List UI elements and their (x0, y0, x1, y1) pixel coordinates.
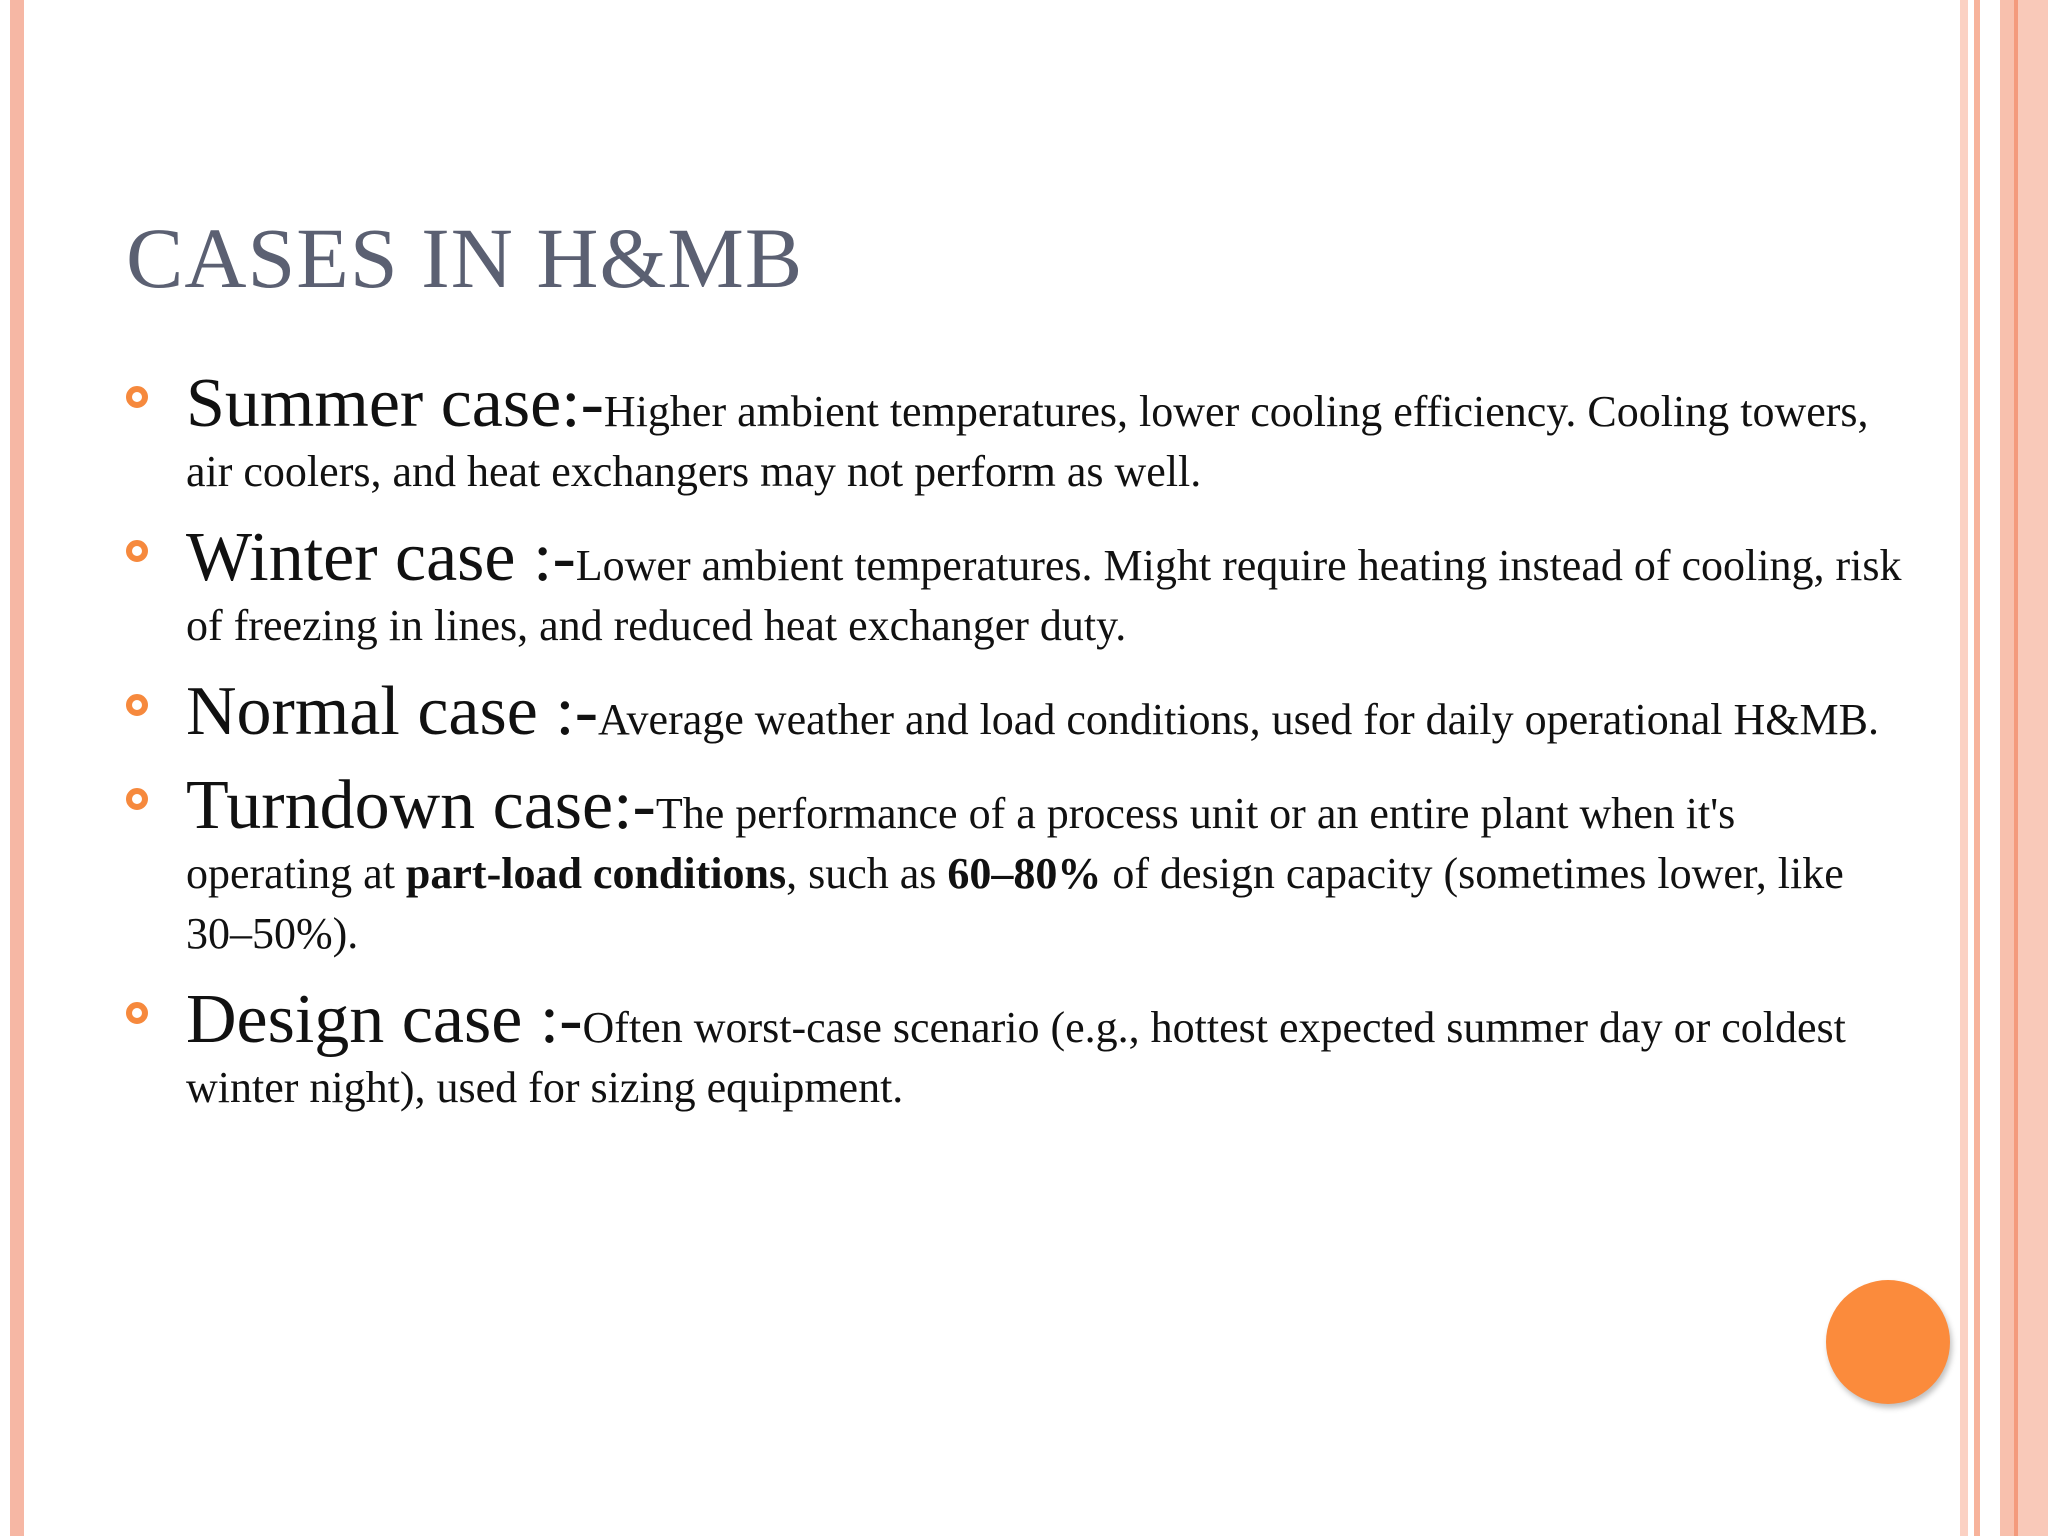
right-border-decoration (1960, 0, 2048, 1536)
left-border-decoration (10, 0, 24, 1536)
bullet-term: Summer case:- (186, 365, 604, 442)
bullet-text: Lower ambient temperatures. Might require heating instead of cooling, risk of freezing in lines, and reduced heat exchanger duty. (186, 541, 1902, 650)
circle-bullet-icon (126, 788, 148, 810)
bullet-text-bold: 60–80% (947, 849, 1102, 898)
circle-bullet-icon (126, 1002, 148, 1024)
bullet-text: Higher ambient temperatures, lower cooling efficiency. Cooling towers, air coolers, and heat exchangers may not perform as well. (186, 387, 1869, 496)
bullet-term: Winter case :- (186, 519, 576, 596)
bullet-term: Design case :- (186, 981, 583, 1058)
bullet-term: Turndown case:- (186, 767, 656, 844)
circle-bullet-icon (126, 694, 148, 716)
bullet-turndown-case (126, 767, 1906, 964)
bullet-winter-case (126, 519, 1906, 656)
bullet-text-bold: part-load conditions (405, 849, 787, 898)
bullet-text: Average weather and load conditions, used for daily operational H&MB. (598, 695, 1879, 744)
bullet-text-part: , such as (786, 849, 948, 898)
slide-title: CASES IN H&MB (126, 210, 804, 306)
bullet-text-part: The performance of a process unit or an entire plant when it's operating at (186, 789, 1736, 898)
circle-bullet-icon (126, 540, 148, 562)
bullet-summer-case (126, 365, 1906, 502)
bullet-list (126, 365, 1906, 1138)
bullet-normal-case (126, 673, 1906, 750)
bullet-text: Often worst-case scenario (e.g., hottest expected summer day or coldest winter night), used for sizing equipment. (186, 1003, 1846, 1112)
circle-bullet-icon (126, 386, 148, 408)
bullet-design-case (126, 981, 1906, 1118)
bullet-text-part: of design capacity (sometimes lower, like 30–50%). (186, 849, 1844, 958)
orange-circle-decoration (1826, 1280, 1950, 1404)
bullet-term: Normal case :- (186, 673, 599, 750)
